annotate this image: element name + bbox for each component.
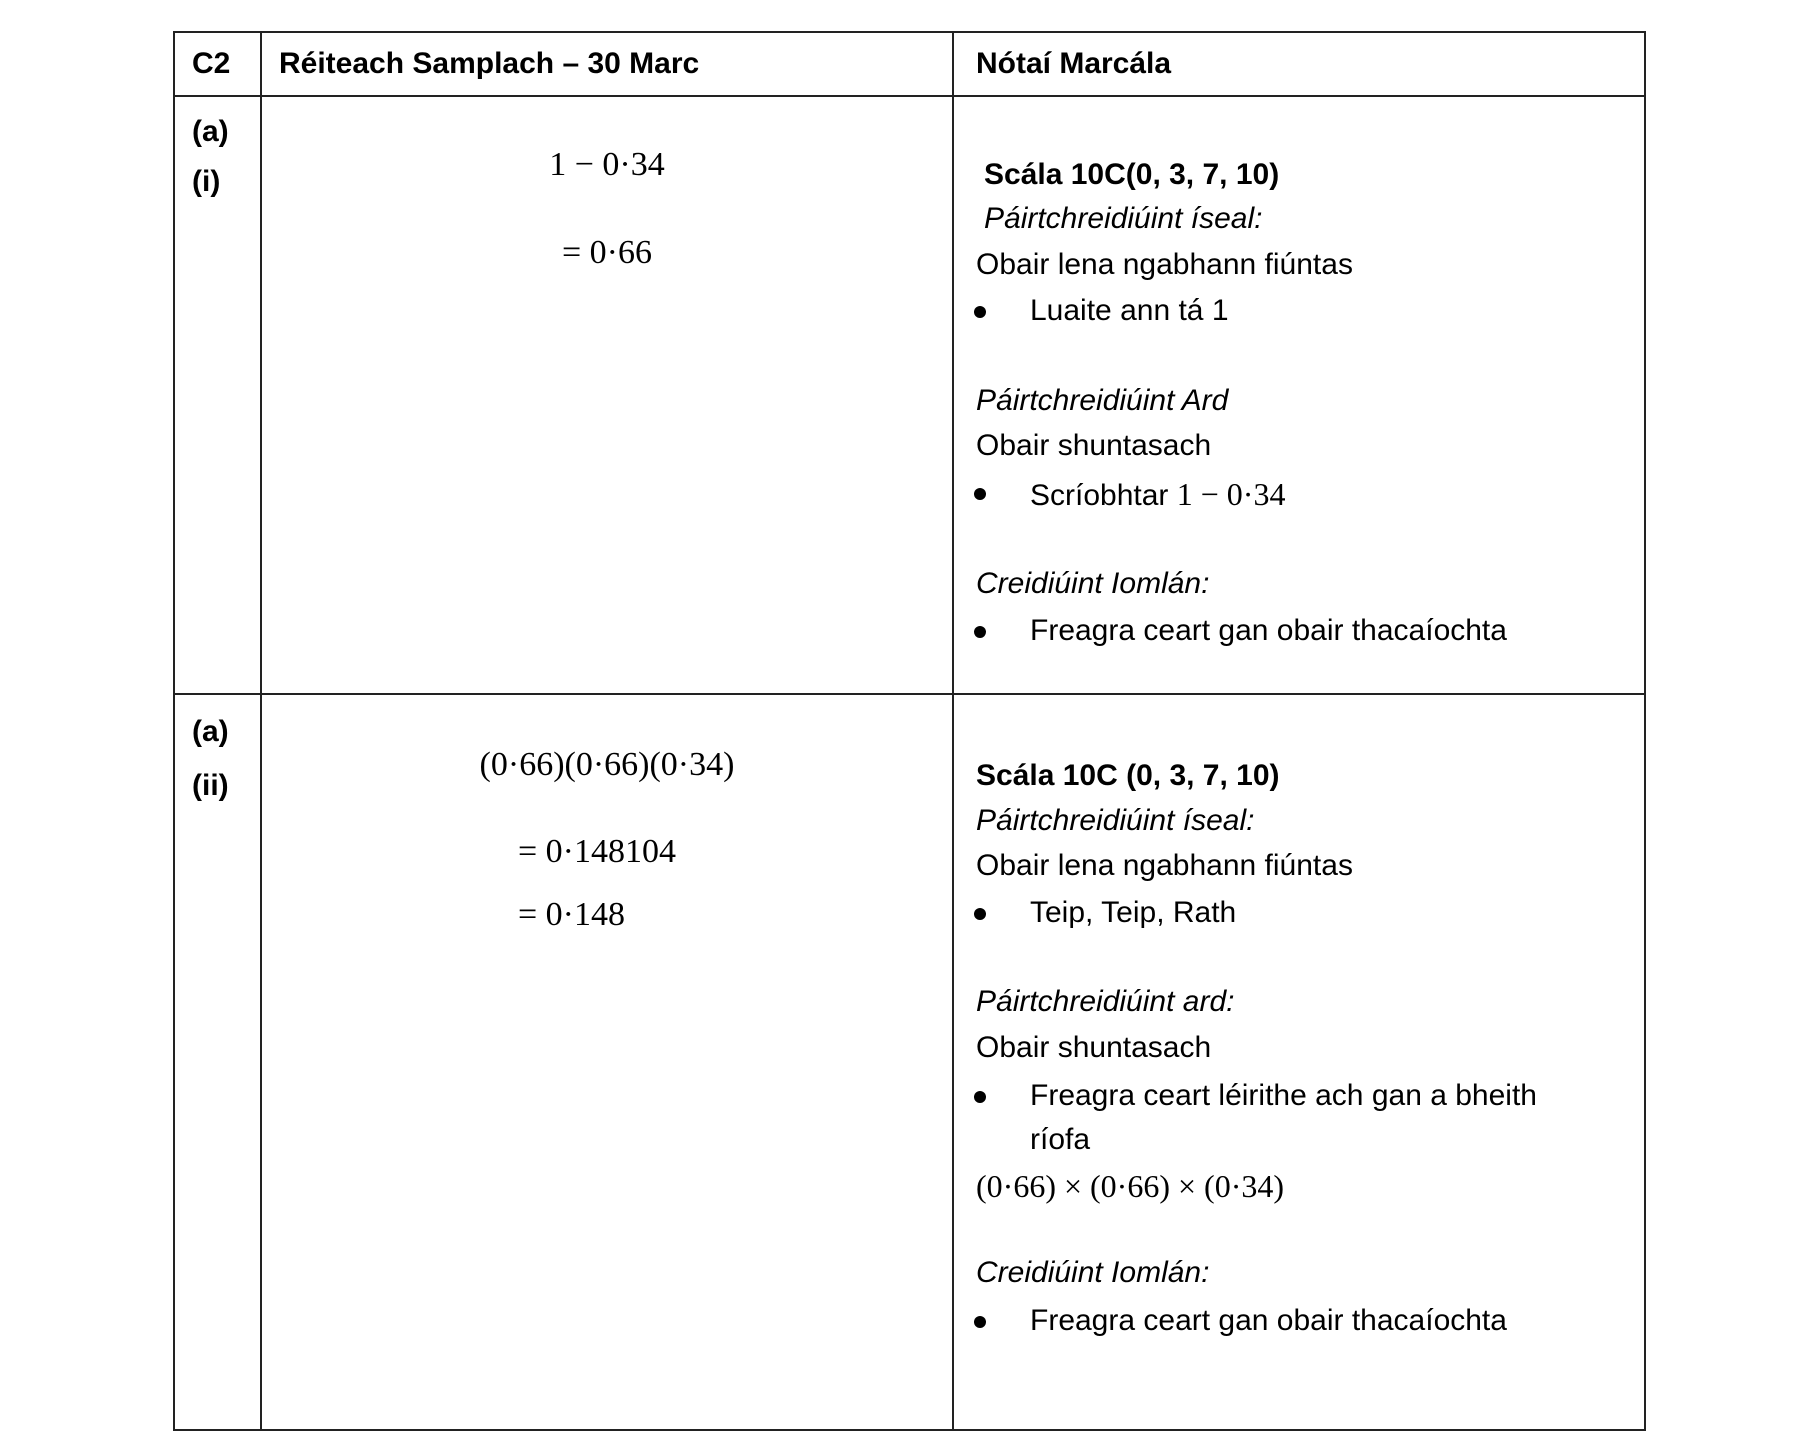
mark-scale: Scála 10C (0, 3, 7, 10) <box>976 759 1280 792</box>
low-partial-credit-desc: Obair lena ngabhann fiúntas <box>976 849 1353 882</box>
full-credit-bullet: Freagra ceart gan obair thacaíochta <box>1030 614 1507 647</box>
high-partial-credit-heading: Páirtchreidiúint Ard <box>976 384 1229 417</box>
high-partial-credit-desc: Obair shuntasach <box>976 429 1212 462</box>
high-partial-credit-heading: Páirtchreidiúint ard: <box>976 985 1235 1018</box>
row-divider <box>173 693 1646 695</box>
low-partial-credit-bullet: Luaite ann tá 1 <box>1030 294 1229 327</box>
notes-column-header: Nótaí Marcála <box>976 47 1172 80</box>
part-label: (a) <box>192 715 229 748</box>
subpart-label: (i) <box>192 165 221 198</box>
full-credit-bullet: Freagra ceart gan obair thacaíochta <box>1030 1304 1507 1337</box>
high-partial-credit-bullet: Freagra ceart léirithe ach gan a bheith <box>1030 1079 1537 1112</box>
high-partial-credit-bullet <box>1030 478 1285 511</box>
bullet-icon <box>974 908 986 920</box>
bullet-icon <box>974 1091 986 1103</box>
part-label: (a) <box>192 115 229 148</box>
subpart-label: (ii) <box>192 769 229 802</box>
solution-step: (0·66)(0·66)(0·34) <box>479 746 735 783</box>
bullet-icon <box>974 488 986 500</box>
mark-scale: Scála 10C(0, 3, 7, 10) <box>984 158 1280 191</box>
solution-answer: = 0·66 <box>562 234 652 271</box>
full-credit-heading: Creidiúint Iomlán: <box>976 567 1210 600</box>
solution-value: = 0·148104 <box>518 833 676 870</box>
solution-step: 1 − 0·34 <box>549 146 665 183</box>
bullet-icon <box>974 1316 986 1328</box>
low-partial-credit-bullet: Teip, Teip, Rath <box>1030 896 1237 929</box>
question-number: C2 <box>192 47 231 80</box>
bullet-text: Scríobhtar <box>1030 479 1177 512</box>
header-row-divider <box>173 95 1646 97</box>
solution-column-header: Réiteach Samplach – 30 Marc <box>279 47 700 80</box>
solution-answer: = 0·148 <box>518 896 625 933</box>
low-partial-credit-desc: Obair lena ngabhann fiúntas <box>976 248 1353 281</box>
bullet-icon <box>974 626 986 638</box>
high-partial-credit-math: (0·66) × (0·66) × (0·34) <box>976 1168 1284 1204</box>
low-partial-credit-heading: Páirtchreidiúint íseal: <box>984 202 1263 235</box>
bullet-math: 1 − 0·34 <box>1176 476 1286 512</box>
high-partial-credit-desc: Obair shuntasach <box>976 1031 1212 1064</box>
high-partial-credit-bullet-cont: ríofa <box>1030 1123 1091 1156</box>
bullet-icon <box>974 306 986 318</box>
full-credit-heading: Creidiúint Iomlán: <box>976 1256 1210 1289</box>
low-partial-credit-heading: Páirtchreidiúint íseal: <box>976 804 1255 837</box>
